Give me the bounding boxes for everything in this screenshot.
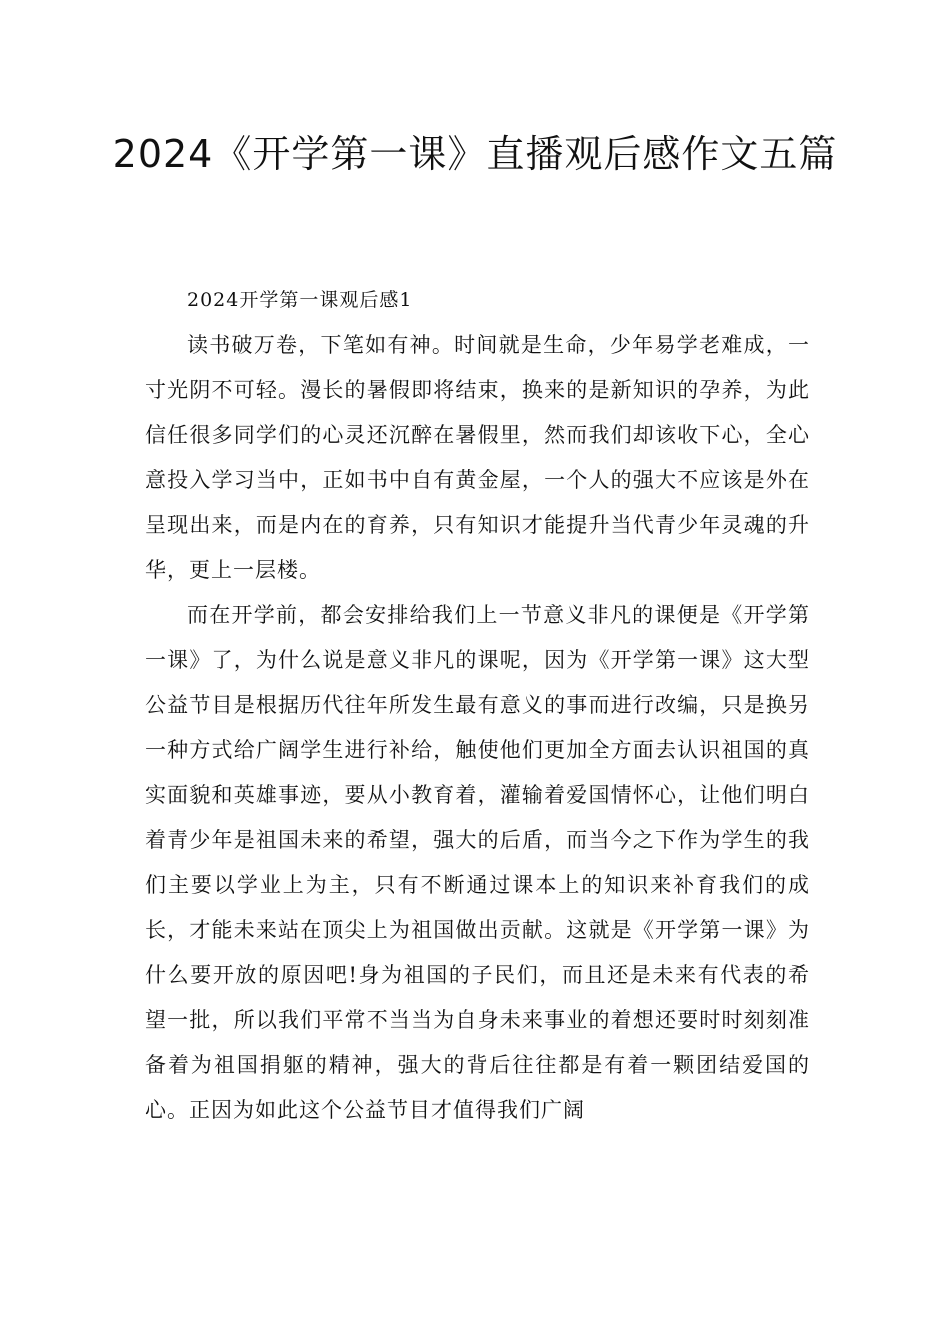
document-title: 2024《开学第一课》直播观后感作文五篇 (112, 132, 838, 176)
paragraph-1: 读书破万卷，下笔如有神。时间就是生命，少年易学老难成，一寸光阴不可轻。漫长的暑假即将结束，换来的是新知识的孕养，为此信任很多同学们的心灵还沉醉在暑假里，然而我们却该收下心，全心意投入学习当中，正如书中自有黄金屋，一个人的强大不应该是外在呈现出来，而是内在的育养，只有知识才能提升当代青少年灵魂的升华，更上一层楼。 (145, 333, 810, 582)
paragraph-2: 而在开学前，都会安排给我们上一节意义非凡的课便是《开学第一课》了，为什么说是意义非凡的课呢，因为《开学第一课》这大型公益节目是根据历代往年所发生最有意义的事而进行改编，只是换另一种方式给广阔学生进行补给，触使他们更加全方面去认识祖国的真实面貌和英雄事迹，要从小教育着，灌输着爱国情怀心，让他们明白着青少年是祖国未来的希望，强大的后盾，而当今之下作为学生的我们主要以学业上为主，只有不断通过课本上的知识来补育我们的成长，才能未来站在顶尖上为祖国做出贡献。这就是《开学第一课》为什么要开放的原因吧!身为祖国的子民们，而且还是未来有代表的希望一批，所以我们平常不当当为自身未来事业的着想还要时时刻刻准备着为祖国捐躯的精神，强大的背后往往都是有着一颗团结爱国的心。正因为如此这个公益节目才值得我们广阔 (145, 603, 810, 1122)
document-body (145, 278, 810, 1133)
section-heading: 2024开学第一课观后感1 (187, 289, 413, 311)
